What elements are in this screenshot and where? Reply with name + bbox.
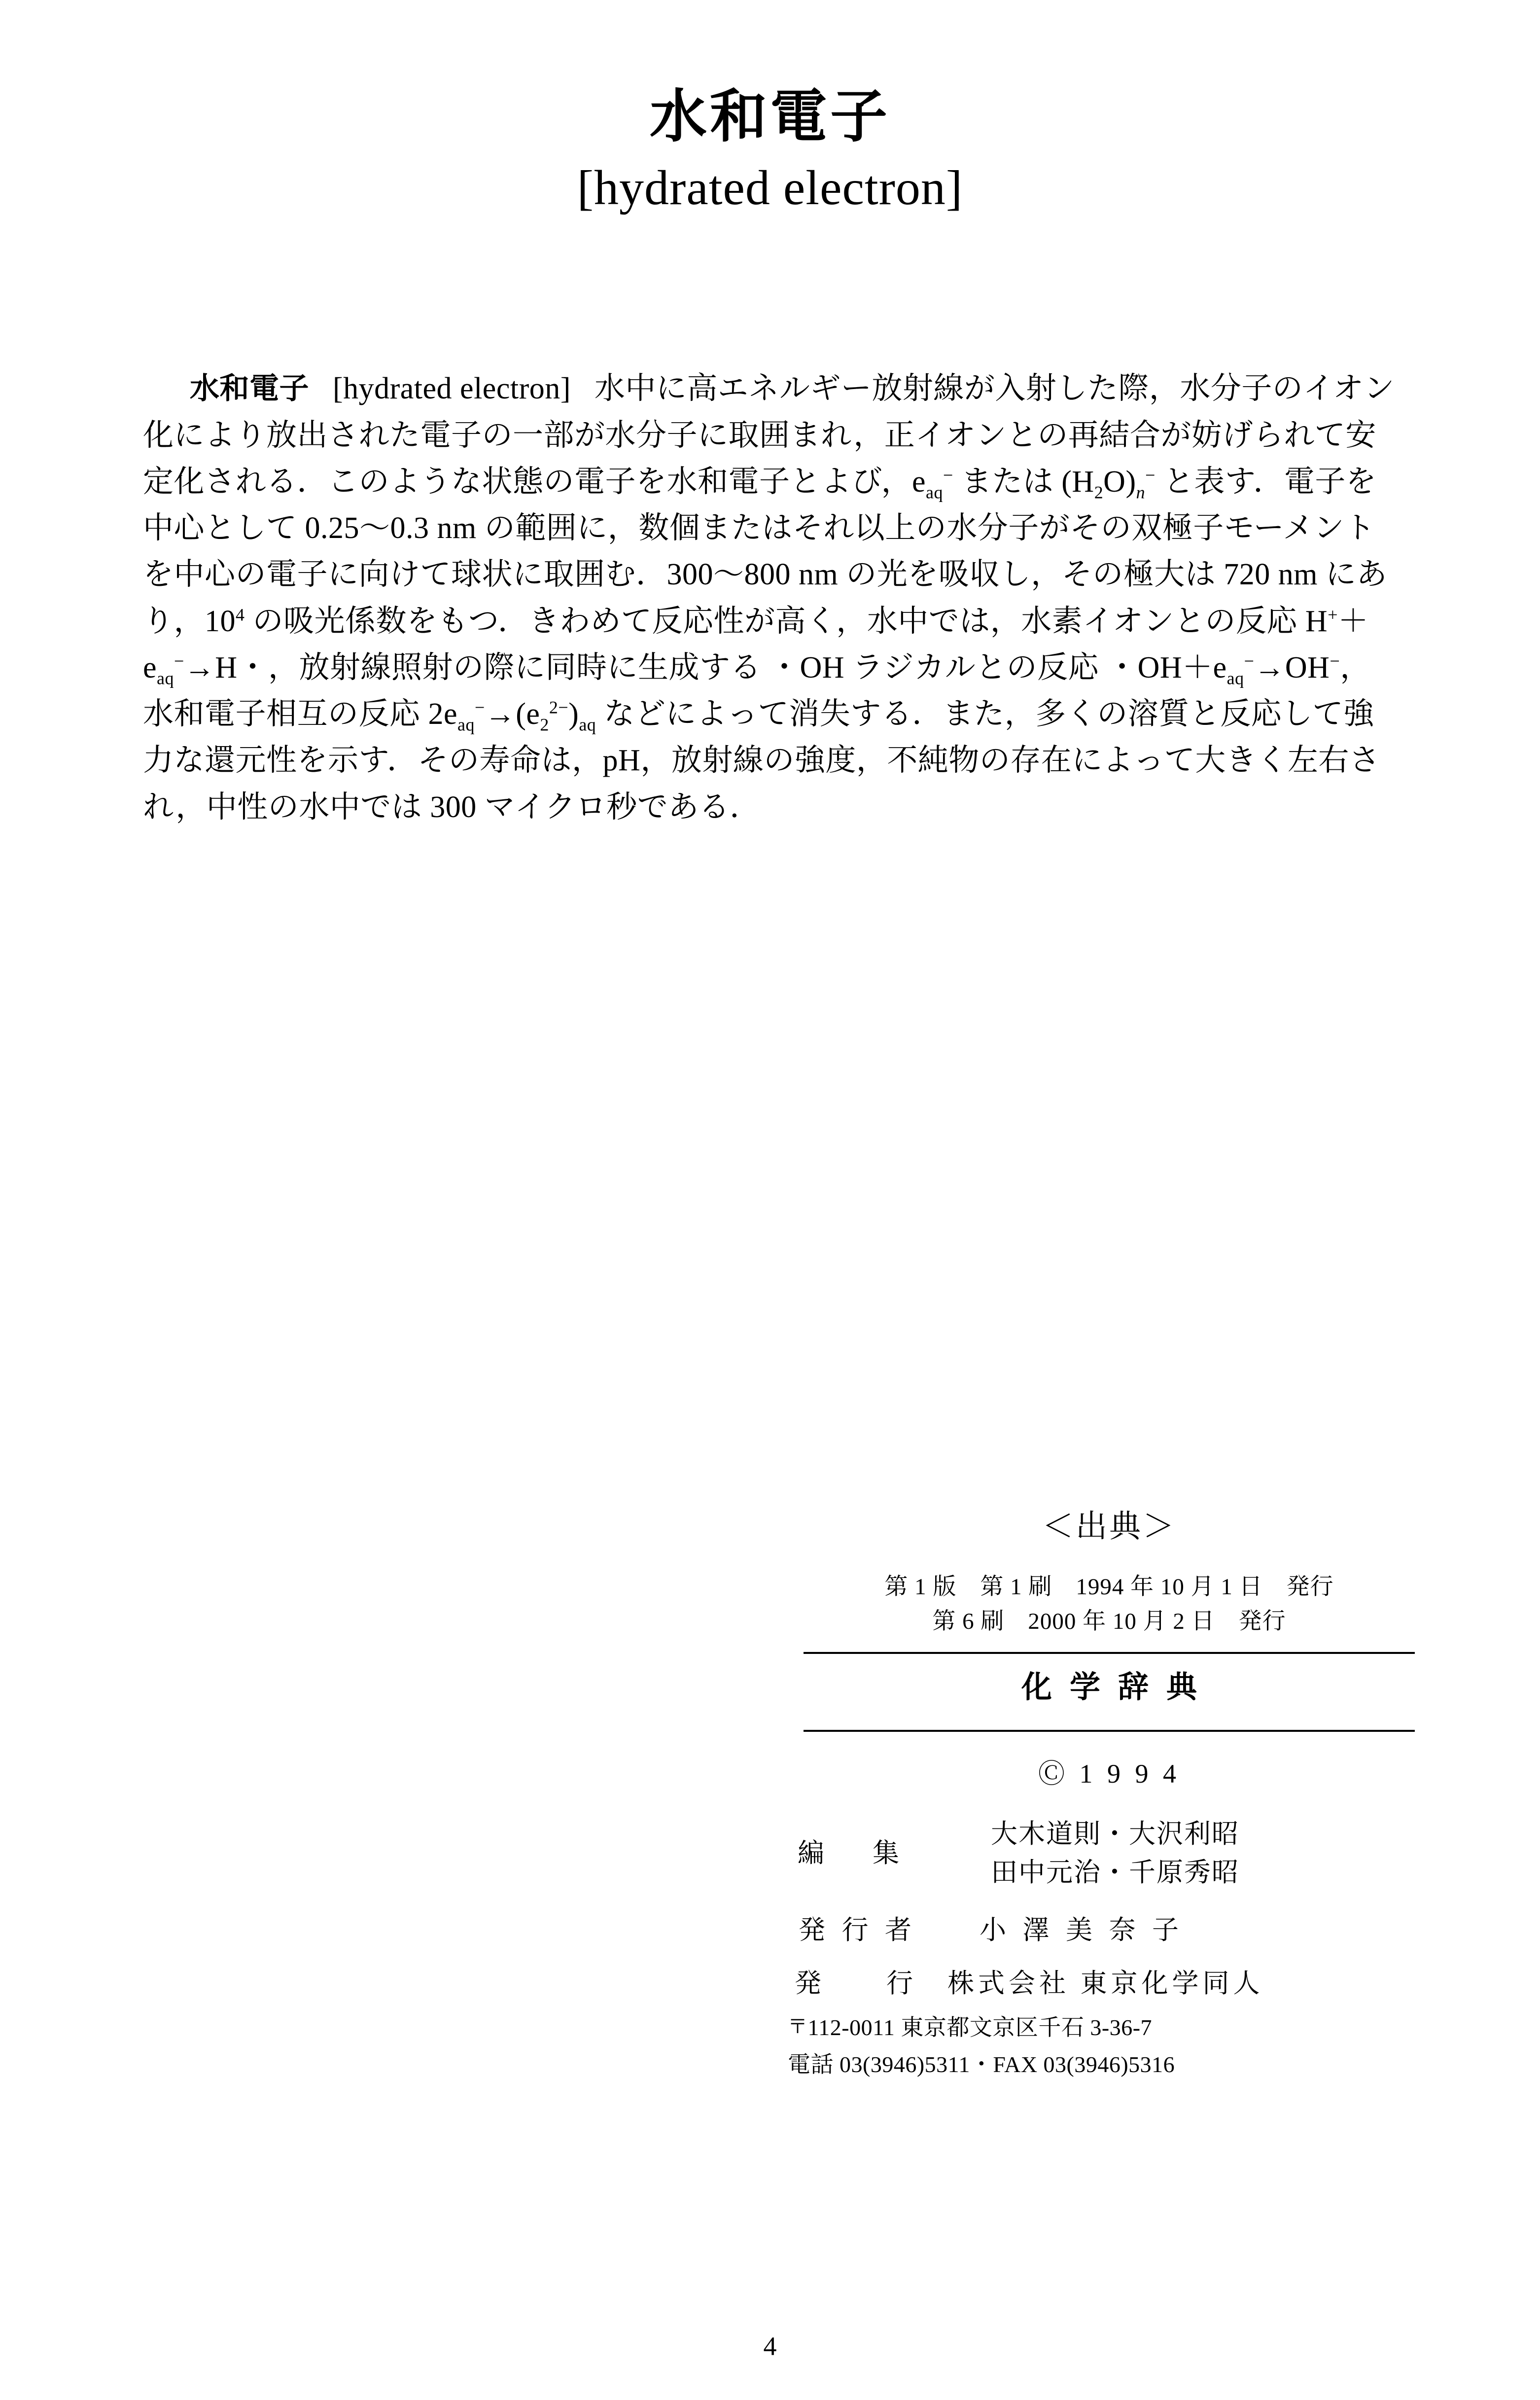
entry-text-segment-10: ) — [568, 697, 579, 731]
subscript-2b: 2 — [540, 715, 549, 735]
entry-text-segment-8: ，水和電子相互の反応 2e — [143, 650, 1371, 731]
subscript-aq-5: aq — [579, 715, 596, 735]
source-heading: ＜出典＞ — [1042, 1509, 1176, 1544]
edition-line-1: 第 1 版 第 1 刷 1994 年 10 月 1 日 発行 — [884, 1574, 1334, 1600]
entry-text-segment-2: または (H — [953, 465, 1094, 499]
address-text: 112-0011 東京都文京区千石 3-36-7 — [807, 2015, 1153, 2041]
source-block — [784, 1504, 1435, 2081]
subscript-aq-4: aq — [457, 715, 475, 735]
title-block — [0, 84, 1540, 217]
superscript-4: 4 — [236, 604, 245, 624]
publisher-company: 発 行 株式会社 東京化学同人 — [795, 1968, 1264, 1998]
subscript-n: n — [1136, 482, 1146, 502]
copyright-line: Ⓒ 1 9 9 4 — [1038, 1758, 1180, 1789]
subscript-aq-3: aq — [1226, 668, 1244, 688]
page-number: 4 — [763, 2331, 777, 2361]
dictionary-name: 化学辞典 — [1021, 1668, 1215, 1705]
edition-info — [784, 1570, 1435, 1639]
entry-text-segment-2b: O) — [1103, 465, 1136, 499]
document-page — [0, 84, 1540, 2400]
publisher-person: 発 行 者 小 澤 美 奈 子 — [799, 1915, 1184, 1945]
superscript-minus-2: − — [1145, 465, 1155, 485]
edition-line-2: 第 6 刷 2000 年 10 月 2 日 発行 — [932, 1609, 1286, 1635]
subscript-2: 2 — [1094, 482, 1104, 502]
entry-text-segment-9: →(e — [485, 697, 540, 731]
entry-headword: 水和電子 — [190, 371, 309, 406]
editors-line-2: 田中元治・千原秀昭 — [991, 1858, 1239, 1888]
subscript-aq-1: aq — [926, 482, 943, 502]
editors-row — [784, 1815, 1435, 1892]
superscript-minus-6: − — [474, 697, 485, 717]
superscript-minus-3: − — [174, 651, 184, 671]
entry-text-segment-7: →OH — [1254, 650, 1330, 684]
page-title-japanese: 水和電子 — [650, 83, 890, 150]
editors-label: 編 集 — [798, 1838, 910, 1868]
superscript-minus-1: − — [943, 465, 953, 485]
address-line — [784, 2011, 1435, 2044]
superscript-minus-4: − — [1244, 651, 1255, 671]
entry-text-segment-6: →H・，放射線照射の際に同時に生成する ・OH ラジカルとの反応 ・OH＋e — [184, 650, 1227, 684]
editors-names — [991, 1815, 1239, 1892]
entry-text-segment-3: と表す．電子を中心として 0.25〜0.3 nm の範囲に，数個またはそれ以上の水分子がその双極子モーメントを中心の電子に向けて球状に取囲む．300〜800 nm の光を吸収し，その極大は 720 nm にあり，10 — [143, 465, 1387, 638]
superscript-minus-5: − — [1330, 651, 1340, 671]
telephone-line: 電話 03(3946)5311・FAX 03(3946)5316 — [788, 2051, 1175, 2077]
superscript-2minus: 2− — [549, 697, 569, 717]
subscript-aq-2: aq — [157, 668, 174, 688]
editors-line-1: 大木道則・大沢利昭 — [991, 1819, 1239, 1849]
page-title-english: [hydrated electron] — [577, 160, 963, 215]
entry-body — [143, 365, 1397, 830]
postal-mark-icon: 〒 — [788, 2015, 808, 2038]
superscript-plus: + — [1328, 604, 1338, 624]
entry-text-segment-11: などによって消失する．また，多くの溶質と反応して強力な還元性を示す．その寿命は，pH，放射線の強度，不純物の存在によって大きく左右され，中性の水中では 300 マイクロ秒である． — [143, 697, 1380, 824]
entry-headword-english: [hydrated electron] — [333, 372, 571, 406]
entry-text-segment-5: ＋e — [143, 604, 1369, 684]
entry-text-segment-4: の吸光係数をもつ．きわめて反応性が高く，水中では，水素イオンとの反応 H — [245, 604, 1328, 638]
entry-text-segment-1: 水中に高エネルギー放射線が入射した際，水分子のイオン化により放出された電子の一部が水分子に取囲まれ，正イオンとの再結合が妨げられて安定化される．このような状態の電子を水和電子とよび，e — [143, 372, 1395, 499]
divider-bottom — [804, 1730, 1415, 1732]
